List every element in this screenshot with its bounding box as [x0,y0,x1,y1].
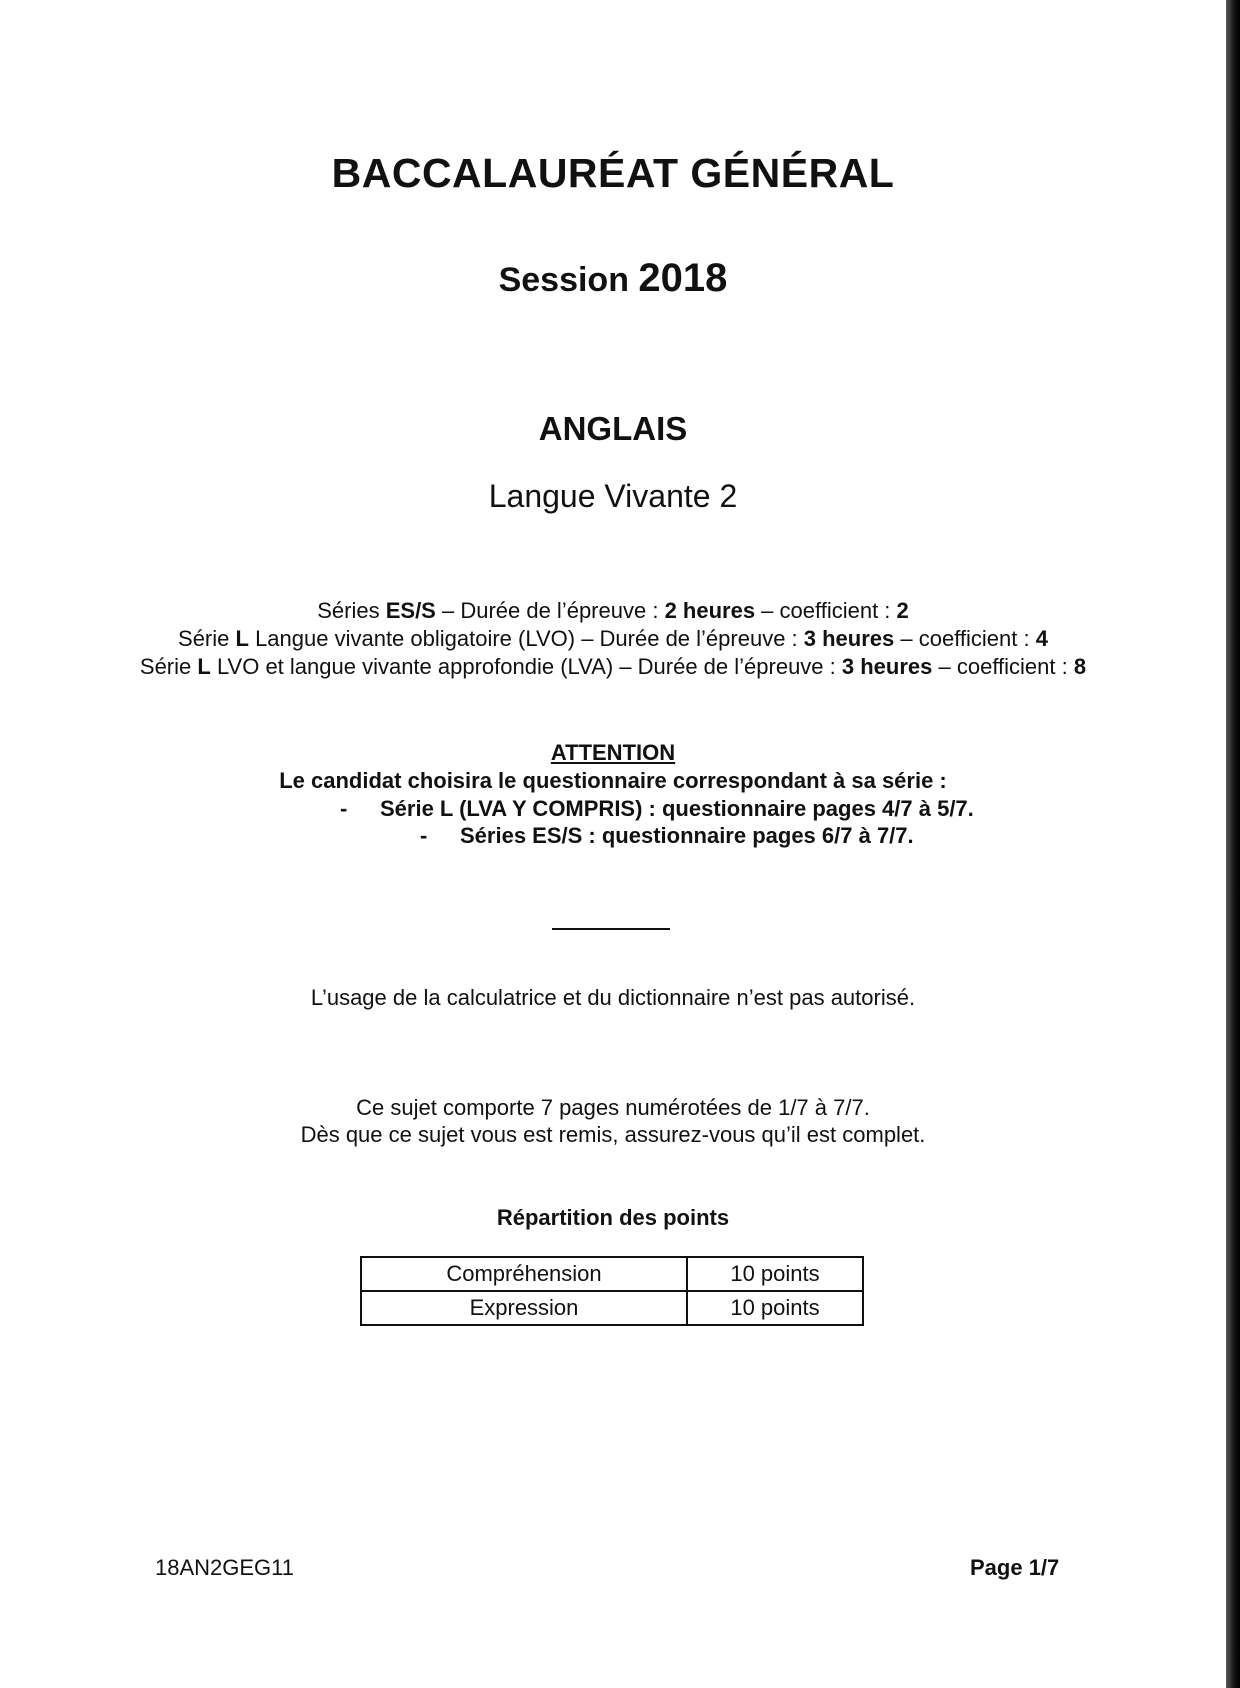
table-row [361,1257,863,1291]
series-line-es-s: Séries ES/S – Durée de l’épreuve : 2 heures – coefficient : 2 [317,598,909,623]
document-reference: 18AN2GEG11 [155,1555,295,1580]
points-table [360,1256,864,1326]
points-title: Répartition des points [496,1205,730,1230]
table-cell: 10 points [687,1291,863,1325]
attention-title: ATTENTION [550,740,676,765]
series-line-l-lvo: Série L Langue vivante obligatoire (LVO) – Durée de l’épreuve : 3 heures – coefficient : 4 [178,626,1048,651]
attention-instruction: Le candidat choisira le questionnaire correspondant à sa série : [279,768,947,793]
table-cell: Expression [361,1291,687,1325]
session-heading [0,256,1226,301]
exam-title: BACCALAURÉAT GÉNÉRAL [331,150,895,196]
table-cell: Compréhension [361,1257,687,1291]
separator-line [552,928,670,930]
page-number: Page 1/7 [970,1555,1060,1580]
table-row [361,1291,863,1325]
table-cell: 10 points [687,1257,863,1291]
attention-item: - Séries ES/S : questionnaire pages 6/7 à 7/7. [420,823,914,848]
calculator-notice: L’usage de la calculatrice et du dictionnaire n’est pas autorisé. [310,985,916,1010]
attention-item: - Série L (LVA Y COMPRIS) : questionnaire pages 4/7 à 5/7. [340,796,974,821]
session-label: Session [498,261,629,299]
completeness-notice: Dès que ce sujet vous est remis, assurez-vous qu’il est complet. [300,1122,926,1147]
scan-edge-shadow [1226,0,1240,1688]
session-year: 2018 [638,256,728,300]
pages-notice: Ce sujet comporte 7 pages numérotées de 1/7 à 7/7. [356,1095,870,1120]
language-level: Langue Vivante 2 [488,478,738,514]
series-line-l-lva: Série L LVO et langue vivante approfondie (LVA) – Durée de l’épreuve : 3 heures – coefficient : 8 [139,654,1087,679]
subject-heading: ANGLAIS [538,410,688,447]
